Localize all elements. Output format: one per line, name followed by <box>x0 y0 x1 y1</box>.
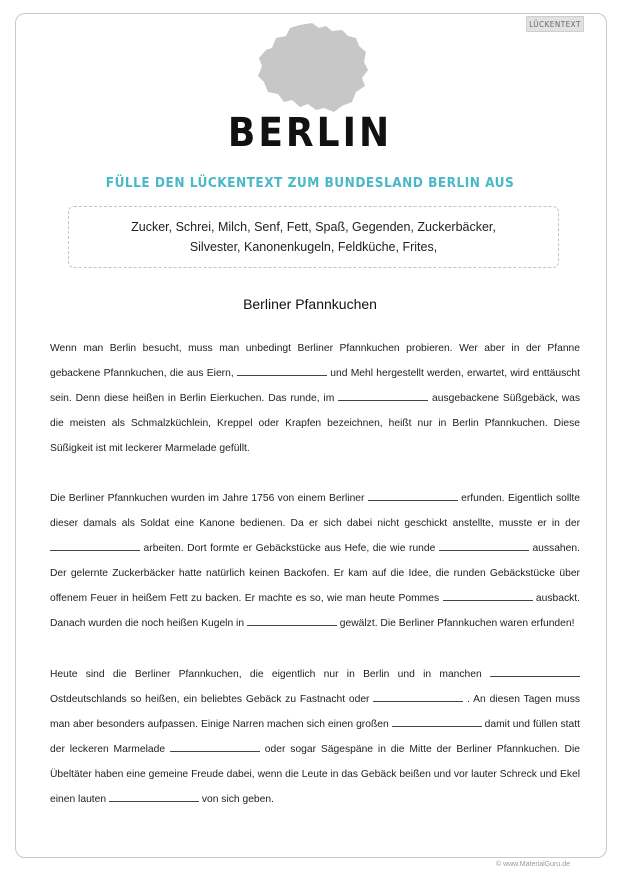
blank-field[interactable] <box>109 793 199 802</box>
paragraph-text: gewälzt. Die Berliner Pfannkuchen waren erfunden! <box>336 618 575 629</box>
word-bank <box>68 206 559 268</box>
page-subtitle: FÜLLE DEN LÜCKENTEXT ZUM BUNDESLAND BERLIN AUS <box>105 175 515 191</box>
paragraph-text: . An diesen Tagen muss man aber besonders aufpassen. Einige Narren machen sich einen großen <box>50 694 580 730</box>
paragraph-text: arbeiten. Dort formte er Gebäckstücke aus Hefe, die wie runde <box>140 543 439 554</box>
word-bank-line: Silvester, Kanonenkugeln, Feldküche, Frites, <box>189 240 438 254</box>
blank-field[interactable] <box>392 718 482 727</box>
paragraph <box>50 662 580 812</box>
paragraph-text: damit und füllen statt der leckeren Marmelade <box>50 719 580 755</box>
paragraph <box>50 486 580 636</box>
paragraph-text: Ostdeutschlands so heißen, ein beliebtes Gebäck zu Fastnacht oder <box>50 694 374 705</box>
page-title: BERLIN <box>227 110 393 156</box>
blank-field[interactable] <box>50 542 140 551</box>
paragraph-text: erfunden. Eigentlich sollte dieser damals als Soldat eine Kanone bedienen. Da er sich dabei nicht geschickt anstellte, musste er in der <box>50 493 580 529</box>
worksheet-type-tag: LÜCKENTEXT <box>526 16 584 32</box>
paragraph-text: von sich geben. <box>198 794 274 805</box>
paragraph-text: und Mehl hergestellt werden, erwartet, wird enttäuscht sein. Denn diese heißen in Berlin Eierkuchen. Das runde, im <box>50 368 580 404</box>
blank-field[interactable] <box>373 693 463 702</box>
blank-field[interactable] <box>439 542 529 551</box>
berlin-map-icon <box>256 22 370 114</box>
paragraph-text: aussahen. Der gelernte Zuckerbäcker hatte natürlich keinen Backofen. Er kam auf die Idee, die runden Gebäckstücke über offenem Feuer in heißem Fett zu backen. Er machte es so, wie man heute Pommes <box>50 543 580 604</box>
paragraph-text: Heute sind die Berliner Pfannkuchen, die eigentlich nur in Berlin und in manchen <box>50 669 490 680</box>
paragraph-text: oder sogar Sägespäne in die Mitte der Berliner Pfannkuchen. Die Übeltäter haben eine gemeine Freude dabei, wenn die Leute in das Gebäck beißen und vor lauter Schreck und Ekel einen lauten <box>50 744 581 805</box>
paragraph-text: ausbackt. Danach wurden die noch heißen Kugeln in <box>50 593 581 629</box>
paragraph-text: Wenn man Berlin besucht, muss man unbedingt Berliner Pfannkuchen probieren. Wer aber in der Pfanne gebackene Pfannkuchen, die aus Eiern, <box>50 343 580 379</box>
blank-field[interactable] <box>368 492 458 501</box>
blank-field[interactable] <box>170 743 260 752</box>
paragraph <box>50 336 580 461</box>
paragraph-text: Die Berliner Pfannkuchen wurden im Jahre 1756 von einem Berliner <box>50 493 368 504</box>
word-bank-line: Zucker, Schrei, Milch, Senf, Fett, Spaß, Gegenden, Zuckerbäcker, <box>131 220 496 234</box>
article-heading: Berliner Pfannkuchen <box>243 296 377 312</box>
paragraph-text: ausgebackene Süßgebäck, was die meisten als Schmalzküchlein, Kreppel oder Krapfen bezeichnen, heißt nur in Berlin Pfannkuchen. Diese Süßigkeit ist mit leckerer Marmelade gefüllt. <box>50 393 580 454</box>
copyright-notice: © www.MaterialGuru.de <box>495 861 570 868</box>
blank-field[interactable] <box>443 592 533 601</box>
blank-field[interactable] <box>247 617 337 626</box>
blank-field[interactable] <box>237 367 327 376</box>
blank-field[interactable] <box>490 668 580 677</box>
blank-field[interactable] <box>338 392 428 401</box>
